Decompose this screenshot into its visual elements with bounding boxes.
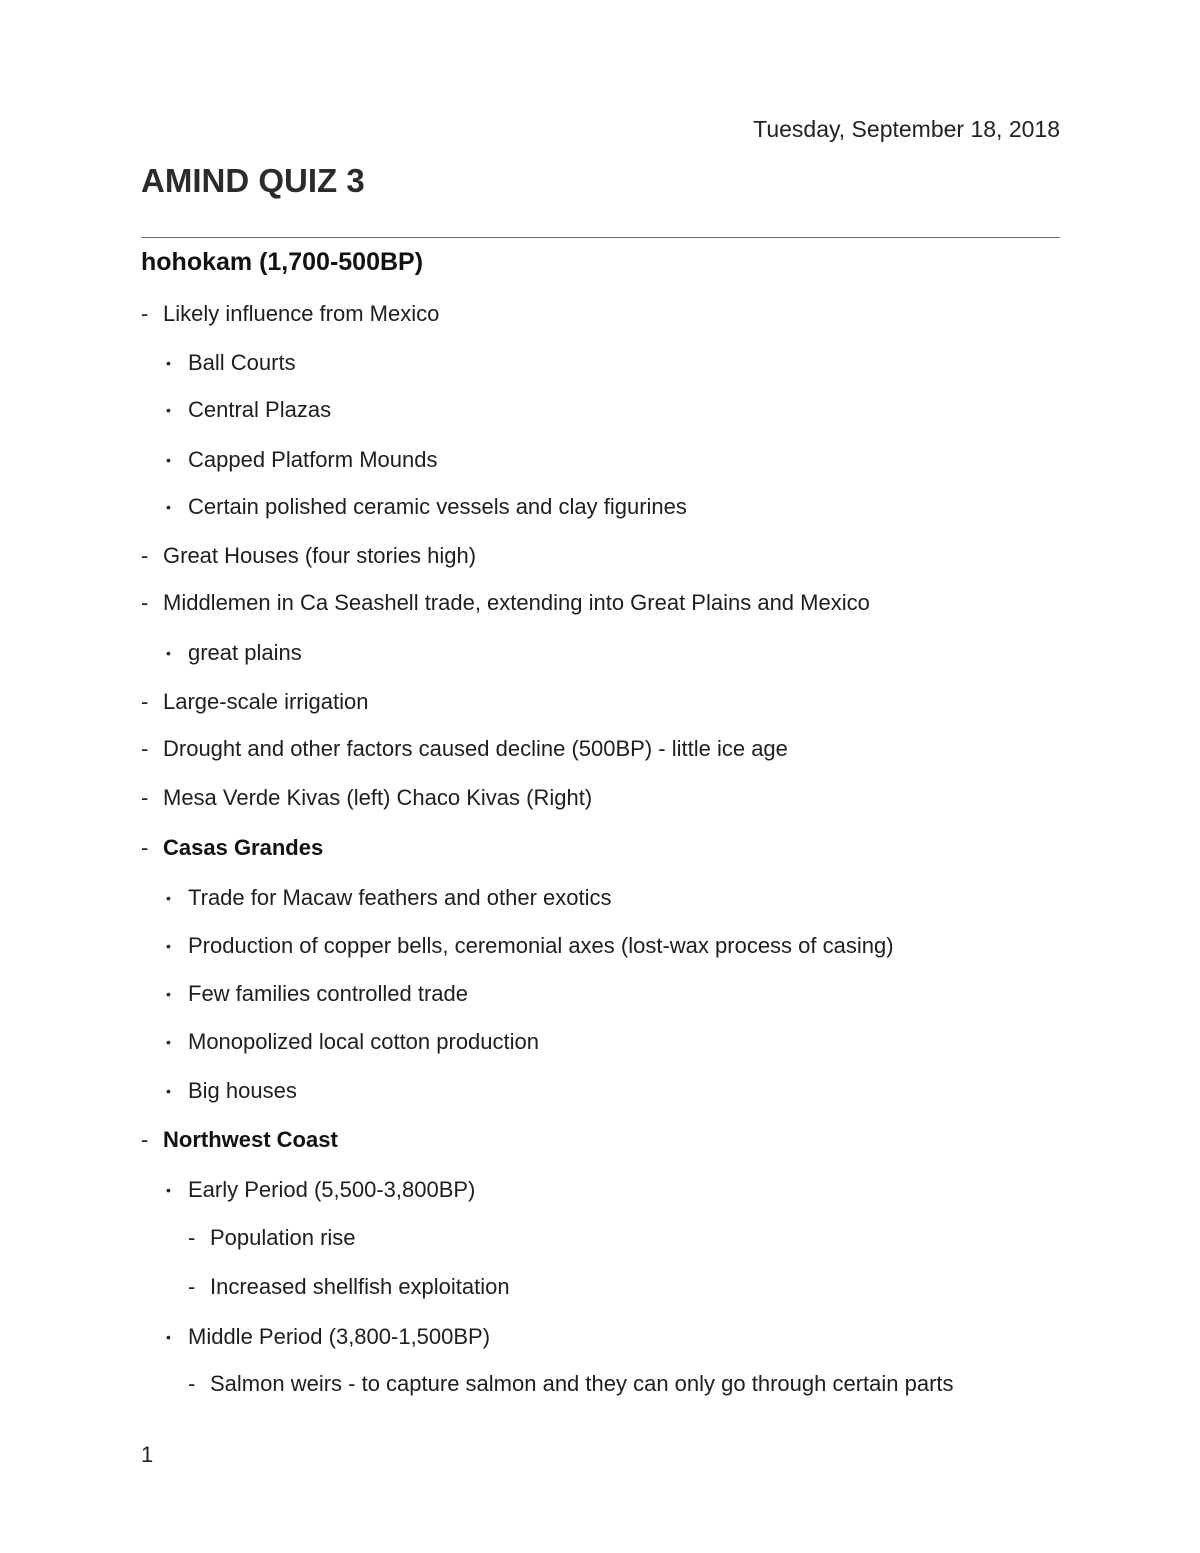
- list-item-text: Certain polished ceramic vessels and clay figurines: [188, 494, 687, 519]
- list-item: [141, 734, 788, 764]
- bullet-marker: •: [166, 1182, 171, 1198]
- dash-marker: -: [141, 835, 149, 860]
- list-item-text: Big houses: [188, 1078, 297, 1103]
- list-item: [141, 588, 870, 618]
- dash-marker: -: [141, 689, 149, 714]
- document-date: Tuesday, September 18, 2018: [753, 116, 1060, 142]
- list-item: [166, 638, 302, 668]
- list-item-text: Monopolized local cotton production: [188, 1029, 540, 1054]
- dash-marker: -: [188, 1274, 196, 1299]
- list-item-text: Middle Period (3,800-1,500BP): [188, 1324, 491, 1349]
- list-item: [166, 348, 296, 378]
- list-item-text: Great Houses (four stories high): [163, 543, 477, 568]
- list-item: [141, 783, 592, 813]
- list-item: [141, 299, 439, 329]
- list-item-text: Capped Platform Mounds: [188, 447, 438, 472]
- bullet-marker: •: [166, 355, 171, 371]
- list-item: [188, 1272, 510, 1302]
- list-item-text: Large-scale irrigation: [163, 689, 369, 714]
- list-item-text: Casas Grandes: [163, 835, 324, 860]
- list-item-text: Early Period (5,500-3,800BP): [188, 1177, 476, 1202]
- bullet-marker: •: [166, 986, 171, 1002]
- list-item-text: Drought and other factors caused decline (500BP) - little ice age: [163, 736, 788, 761]
- list-item-text: Mesa Verde Kivas (left) Chaco Kivas (Right): [163, 785, 593, 810]
- bullet-marker: •: [166, 1034, 171, 1050]
- section-heading: hohokam (1,700-500BP): [141, 248, 424, 276]
- list-item: [166, 1076, 297, 1106]
- list-item: [166, 1322, 490, 1352]
- bullet-marker: •: [166, 1329, 171, 1345]
- dash-marker: -: [141, 1127, 149, 1152]
- dash-marker: -: [141, 736, 149, 761]
- title-divider: [141, 237, 1060, 238]
- list-item-text: Few families controlled trade: [188, 981, 469, 1006]
- list-item: [166, 1175, 475, 1205]
- dash-marker: -: [188, 1225, 196, 1250]
- list-item-text: Salmon weirs - to capture salmon and they can only go through certain parts: [210, 1371, 954, 1396]
- list-item-text: Increased shellfish exploitation: [210, 1274, 510, 1299]
- list-item: [166, 492, 687, 522]
- dash-marker: -: [141, 301, 149, 326]
- dash-marker: -: [141, 543, 149, 568]
- bullet-marker: •: [166, 645, 171, 661]
- list-item: [188, 1223, 356, 1253]
- list-item: [141, 1125, 338, 1155]
- list-item: [141, 833, 323, 863]
- list-item: [166, 395, 331, 425]
- document-title: AMIND QUIZ 3: [141, 162, 365, 199]
- bullet-marker: •: [166, 452, 171, 468]
- list-item-text: Middlemen in Ca Seashell trade, extending into Great Plains and Mexico: [163, 590, 870, 615]
- bullet-marker: •: [166, 890, 171, 906]
- list-item-text: Population rise: [210, 1225, 356, 1250]
- list-item: [141, 687, 368, 717]
- list-item-text: Trade for Macaw feathers and other exotics: [188, 885, 612, 910]
- dash-marker: -: [141, 590, 149, 615]
- dash-marker: -: [188, 1371, 196, 1396]
- page-number: 1: [141, 1442, 154, 1467]
- dash-marker: -: [141, 785, 149, 810]
- list-item-text: Central Plazas: [188, 397, 332, 422]
- list-item-text: Ball Courts: [188, 350, 296, 375]
- bullet-marker: •: [166, 402, 171, 418]
- list-item: [166, 445, 437, 475]
- list-item-text: Production of copper bells, ceremonial axes (lost-wax process of casing): [188, 933, 894, 958]
- bullet-marker: •: [166, 938, 171, 954]
- bullet-marker: •: [166, 499, 171, 515]
- list-item: [166, 1027, 539, 1057]
- bullet-marker: •: [166, 1083, 171, 1099]
- list-item: [166, 883, 612, 913]
- list-item: [188, 1369, 954, 1399]
- list-item: [166, 979, 468, 1009]
- list-item: [141, 541, 476, 571]
- list-item-text: great plains: [188, 640, 302, 665]
- list-item: [166, 931, 894, 961]
- list-item-text: Likely influence from Mexico: [163, 301, 440, 326]
- list-item-text: Northwest Coast: [163, 1127, 338, 1152]
